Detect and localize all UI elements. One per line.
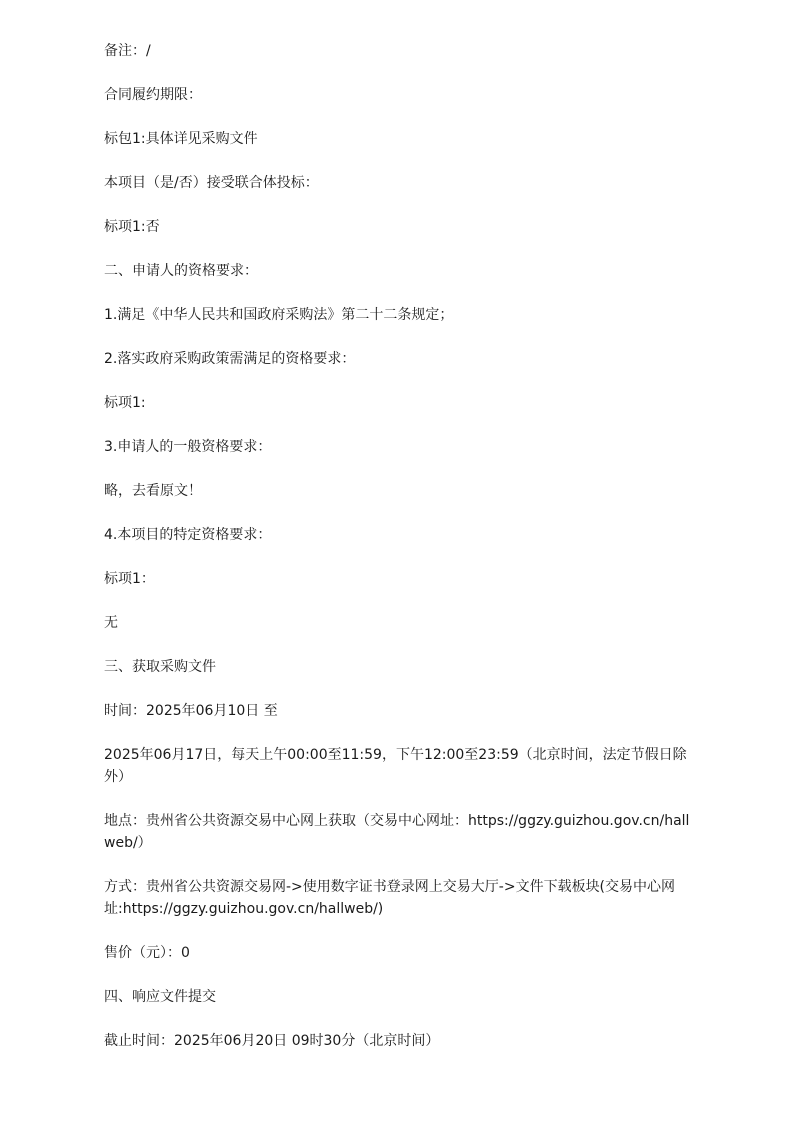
section-heading-obtain-documents: 三、获取采购文件 bbox=[104, 659, 216, 675]
document-body bbox=[104, 40, 692, 1074]
qualification-item-4-lot: 标项1： bbox=[104, 571, 155, 587]
submission-deadline: 截止时间：2025年06月20日 09时30分（北京时间） bbox=[104, 1033, 440, 1049]
section-heading-submission: 四、响应文件提交 bbox=[104, 989, 216, 1005]
qualification-item-4: 4.本项目的特定资格要求： bbox=[104, 527, 272, 543]
obtain-location: 地点：贵州省公共资源交易中心网上获取（交易中心网址：https://ggzy.guizhou.gov.cn/hallweb/） bbox=[104, 813, 690, 851]
obtain-time-end: 2025年06月17日，每天上午00:00至11:59，下午12:00至23:59（北京时间，法定节假日除外） bbox=[104, 747, 687, 785]
qualification-item-2-lot: 标项1: bbox=[104, 395, 146, 411]
qualification-item-1: 1.满足《中华人民共和国政府采购法》第二十二条规定； bbox=[104, 307, 454, 323]
obtain-time-start: 时间：2025年06月10日 至 bbox=[104, 703, 278, 719]
qualification-item-3: 3.申请人的一般资格要求： bbox=[104, 439, 272, 455]
obtain-method: 方式：贵州省公共资源交易网->使用数字证书登录网上交易大厅->文件下载板块(交易中心网址:https://ggzy.guizhou.gov.cn/hallweb/) bbox=[104, 879, 676, 917]
joint-bid-answer: 标项1:否 bbox=[104, 219, 160, 235]
remarks-line: 备注：/ bbox=[104, 43, 151, 59]
section-heading-qualifications: 二、申请人的资格要求： bbox=[104, 263, 258, 279]
qualification-item-2: 2.落实政府采购政策需满足的资格要求： bbox=[104, 351, 356, 367]
qualification-item-4-value: 无 bbox=[104, 615, 118, 631]
qualification-item-3-value: 略，去看原文！ bbox=[104, 483, 202, 499]
document-price: 售价（元）：0 bbox=[104, 945, 190, 961]
contract-period-heading: 合同履约期限： bbox=[104, 87, 202, 103]
contract-period-value: 标包1:具体详见采购文件 bbox=[104, 131, 258, 147]
joint-bid-question: 本项目（是/否）接受联合体投标： bbox=[104, 175, 319, 191]
